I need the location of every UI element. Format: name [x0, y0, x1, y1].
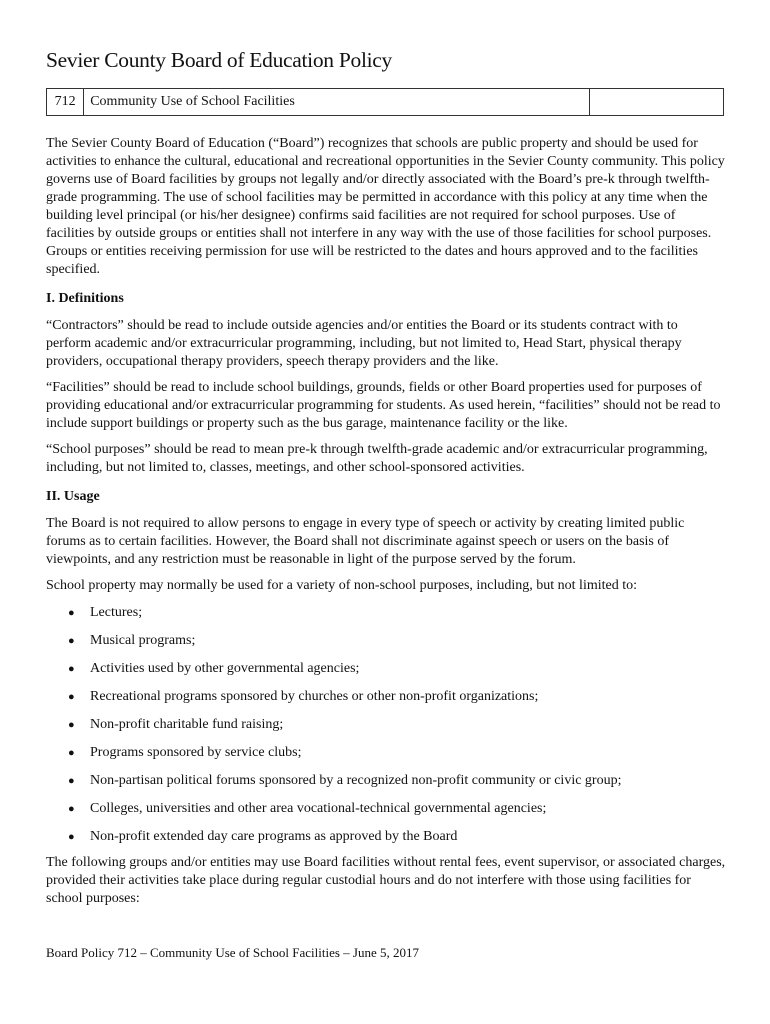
bullet-icon: ●	[68, 747, 75, 759]
bullet-icon: ●	[68, 719, 75, 731]
usage-list-intro: School property may normally be used for a variety of non-school purposes, including, but not limited to:	[46, 578, 638, 593]
list-item	[46, 604, 726, 632]
bullet-icon: ●	[68, 663, 75, 675]
bullet-icon: ●	[68, 607, 75, 619]
list-item-text: Non-partisan political forums sponsored by a recognized non-profit community or civic group;	[90, 773, 622, 788]
list-item-text: Recreational programs sponsored by churches or other non-profit organizations;	[90, 689, 539, 704]
list-item-text: Activities used by other governmental agencies;	[90, 661, 360, 676]
intro-paragraph: The Sevier County Board of Education (“Board”) recognizes that schools are public property and should be used for activities to enhance the cultural, educational and recreational opportunities in the Sevier County community. This policy governs use of Board facilities by groups not legally and/or directly associated with the Board’s pre-k through twelfth-grade programming. The use of school facilities may be permitted in accordance with this policy at any time when the building level principal (or his/her designee) confirms said facilities are not required for school purposes. Use of facilities by outside groups or entities shall not interfere in any way with the use of those facilities for school purposes. Groups or entities receiving permission for use will be restricted to the dates and hours approved and to the facilities specified.	[46, 136, 725, 277]
section-heading-usage: II. Usage	[46, 489, 100, 504]
list-item-text: Non-profit charitable fund raising;	[90, 717, 284, 732]
policy-header-row	[47, 89, 724, 116]
list-item-text: Lectures;	[90, 605, 143, 620]
list-item	[46, 632, 726, 660]
list-item	[46, 744, 726, 772]
bullet-icon: ●	[68, 775, 75, 787]
list-item-text: Musical programs;	[90, 633, 196, 648]
definition-school-purposes: “School purposes” should be read to mean pre-k through twelfth-grade academic and/or extracurricular programming, including, but not limited to, classes, meetings, and other school-sponsored activities.	[46, 442, 708, 475]
bullet-icon: ●	[68, 831, 75, 843]
usage-paragraph: The Board is not required to allow persons to engage in every type of speech or activity by creating limited public forums as to certain facilities. However, the Board shall not discriminate against speech or users on the basis of viewpoints, and any restriction must be reasonable in light of the purpose served by the forum.	[46, 516, 685, 567]
list-item	[46, 716, 726, 744]
policy-page	[46, 44, 726, 908]
page-title: Sevier County Board of Education Policy	[46, 48, 392, 72]
policy-header-blank-cell	[590, 89, 724, 116]
list-item	[46, 660, 726, 688]
policy-name: Community Use of School Facilities	[84, 89, 590, 116]
definition-contractors: “Contractors” should be read to include outside agencies and/or entities the Board or its students contract with to perform academic and/or extracurricular programming, including, but not limited to, Head Start, physical therapy providers, occupational therapy providers, speech therapy providers and the like.	[46, 318, 682, 369]
list-item	[46, 828, 726, 856]
bullet-icon: ●	[68, 635, 75, 647]
list-item-text: Colleges, universities and other area vocational-technical governmental agencies;	[90, 801, 547, 816]
list-item	[46, 800, 726, 828]
permitted-uses-list	[46, 604, 726, 856]
bullet-icon: ●	[68, 691, 75, 703]
list-item-text: Non-profit extended day care programs as approved by the Board	[90, 829, 458, 844]
closing-paragraph: The following groups and/or entities may use Board facilities without rental fees, event supervisor, or associated charges, provided their activities take place during regular custodial hours and do not interfere with those using facilities for school purposes:	[46, 855, 726, 906]
policy-number: 712	[47, 89, 84, 116]
policy-header-table	[46, 88, 724, 116]
definition-facilities: “Facilities” should be read to include school buildings, grounds, fields or other Board properties used for purposes of providing educational and/or extracurricular programming for students. As used herein, “facilities” should not be read to include support buildings or property such as the bus garage, maintenance facility or the like.	[46, 380, 721, 431]
page-footer: Board Policy 712 – Community Use of School Facilities – June 5, 2017	[46, 945, 420, 960]
list-item	[46, 772, 726, 800]
list-item	[46, 688, 726, 716]
section-heading-definitions: I. Definitions	[46, 291, 124, 306]
bullet-icon: ●	[68, 803, 75, 815]
list-item-text: Programs sponsored by service clubs;	[90, 745, 302, 760]
